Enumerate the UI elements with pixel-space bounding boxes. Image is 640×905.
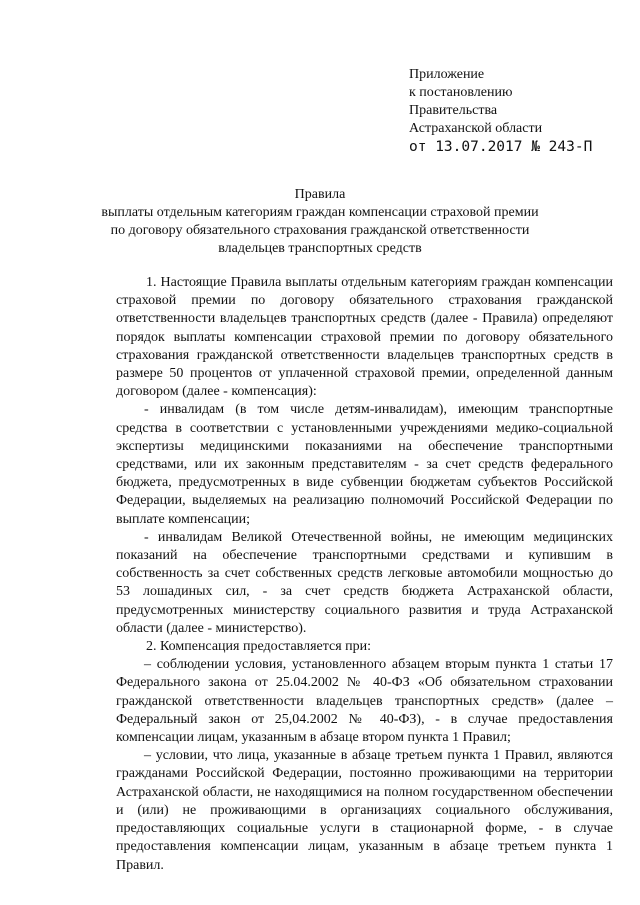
appendix-block — [409, 66, 592, 156]
appendix-line-4: Астраханской области — [409, 121, 543, 136]
paragraph-1: 1. Настоящие Правила выплаты отдельным категориям граждан компенсации страховой премии по договору обязательного страхования гражданской ответственности владельцев транспортных средств (далее - Правила) определяют порядок выплаты компенсации страховой премии по договору обязательного страхования гражданской ответственности владельцев транспортных средств в размере 50 процентов от уплаченной страховой премии, определенной данным договором (далее - компенсация): — [116, 275, 613, 400]
document-body — [116, 274, 613, 875]
paragraph-2: - инвалидам (в том числе детям-инвалидам), имеющим транспортные средства в соответствии с установленными учреждениями медико-социальной экспертизы медицинскими показаниями на обеспечение транспортными средствами, или их законным представителям - за счет средств федерального бюджета, предусмотренных в виде субвенции бюджетам субъектов Российской Федерации, выделяемых на реализацию полномочий Российской Федерации по выплате компенсации; — [116, 402, 613, 527]
appendix-line-3: Правительства — [409, 103, 498, 118]
title-block — [100, 186, 540, 258]
document-subtitle: выплаты отдельным категориям граждан компенсации страховой премии по договору обязательного страхования гражданской ответственности владельцев транспортных средств — [101, 205, 539, 256]
paragraph-6: – условии, что лица, указанные в абзаце третьем пункта 1 Правил, являются гражданами Российской Федерации, постоянно проживающими на территории Астраханской области, не находящимися на полном государственном обеспечении и (или) не проживающими в организациях социального обслуживания, предоставляющих социальные услуги в стационарной форме, - в случае предоставления компенсации лицам, указанным в абзаце третьем пункта 1 Правил. — [116, 748, 613, 873]
paragraph-4: 2. Компенсация предоставляется при: — [146, 639, 372, 655]
document-heading: Правила — [294, 187, 346, 202]
appendix-date-line: от 13.07.2017 № 243-П — [409, 139, 593, 155]
appendix-line-2: к постановлению — [409, 85, 513, 100]
paragraph-5: – соблюдении условия, установленного абзацем вторым пункта 1 статьи 17 Федерального закона от 25.04.2002 № 40-ФЗ «Об обязательном страховании гражданской ответственности владельцев транспортных средств» (далее – Федеральный закон от 25,04.2002 № 40-ФЗ), - в случае предоставления компенсации лицам, указанным в абзаце втором пункта 1 Правил; — [116, 657, 613, 746]
paragraph-3: - инвалидам Великой Отечественной войны, не имеющим медицинских показаний на обеспечение транспортными средствами и купившим в собственность за счет собственных средств легковые автомобили мощностью до 53 лошадиных сил, - за счет средств бюджета Астраханской области, предусмотренных министерству социального развития и труда Астраханской области (далее - министерство). — [116, 529, 613, 636]
appendix-line-1: Приложение — [409, 67, 485, 82]
